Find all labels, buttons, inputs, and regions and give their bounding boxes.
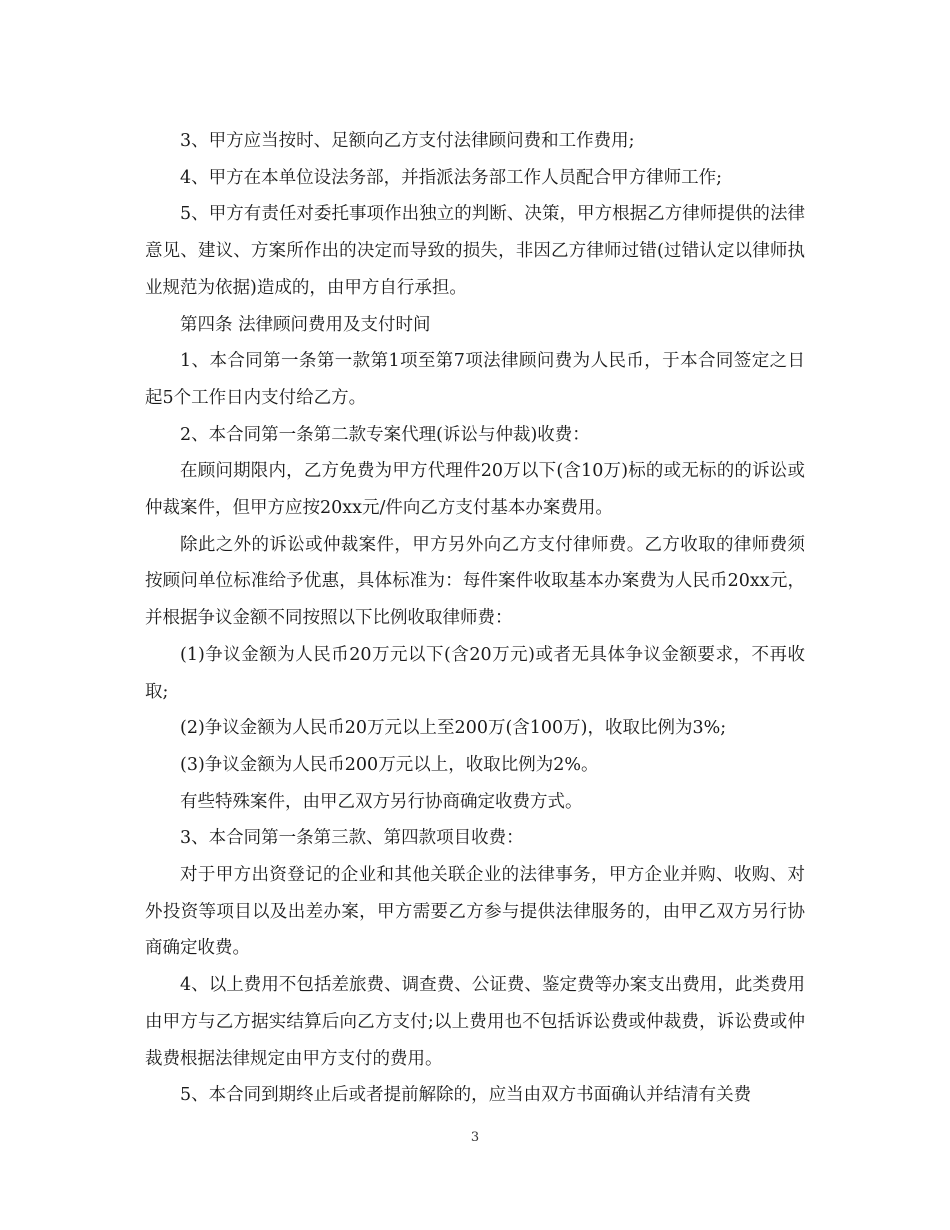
- paragraph-rate-2: (2)争议金额为人民币20万元以上至200万(含100万)，收取比例为3%;: [180, 718, 727, 739]
- section-heading-article-4: 第四条 法律顾问费用及支付时间: [180, 314, 431, 335]
- paragraph-clause-4-4: 4、以上费用不包括差旅费、调查费、公证费、鉴定费等办案支出费用，此类费用由甲方与乙方据实结算后向乙方支付;以上费用也不包括诉讼费或仲裁费，诉讼费或仲裁费根据法律规定由甲方支付的费用。: [145, 975, 805, 1069]
- paragraph-clause-4-1: 1、本合同第一条第一款第1项至第7项法律顾问费为人民币，于本合同签定之日起5个工作日内支付给乙方。: [145, 351, 805, 408]
- paragraph-clause-4-5: 5、本合同到期终止后或者提前解除的，应当由双方书面确认并结清有关费: [180, 1085, 752, 1106]
- page-number: 3: [470, 1130, 480, 1145]
- paragraph-free-cases: 在顾问期限内，乙方免费为甲方代理件20万以下(含10万)标的或无标的的诉讼或仲裁案件，但甲方应按20xx元/件向乙方支付基本办案费用。: [145, 461, 805, 519]
- paragraph-clause-3-4: 4、甲方在本单位设法务部，并指派法务部工作人员配合甲方律师工作;: [180, 167, 723, 188]
- paragraph-clause-3-5: 5、甲方有责任对委托事项作出独立的判断、决策，甲方根据乙方律师提供的法律意见、建议、方案所作出的决定而导致的损失，非因乙方律师过错(过错认定以律师执业规范为依据)造成的，由甲方自行承担。: [145, 204, 805, 298]
- paragraph-rate-1: (1)争议金额为人民币20万元以下(含20万元)或者无具体争议金额要求，不再收取;: [145, 644, 805, 702]
- document-body: [145, 123, 805, 1114]
- paragraph-clause-3-3: 3、甲方应当按时、足额向乙方支付法律顾问费和工作费用;: [180, 131, 635, 151]
- paragraph-rate-3: (3)争议金额为人民币200万元以上，收取比例为2%。: [180, 754, 599, 775]
- paragraph-other-cases: 除此之外的诉讼或仲裁案件，甲方另外向乙方支付律师费。乙方收取的律师费须按顾问单位标准给予优惠，具体标准为：每件案件收取基本办案费为人民币20xx元，并根据争议金额不同按照以下比例收取律师费：: [145, 534, 805, 629]
- paragraph-clause-4-3: 3、本合同第一条第三款、第四款项目收费：: [180, 828, 524, 849]
- paragraph-special-cases: 有些特殊案件，由甲乙双方另行协商确定收费方式。: [180, 791, 583, 812]
- paragraph-clause-4-2: 2、本合同第一条第二款专案代理(诉讼与仲裁)收费：: [180, 424, 590, 445]
- paragraph-affiliate-matters: 对于甲方出资登记的企业和其他关联企业的法律事务，甲方企业并购、收购、对外投资等项目以及出差办案，甲方需要乙方参与提供法律服务的，由甲乙双方另行协商确定收费。: [145, 865, 805, 959]
